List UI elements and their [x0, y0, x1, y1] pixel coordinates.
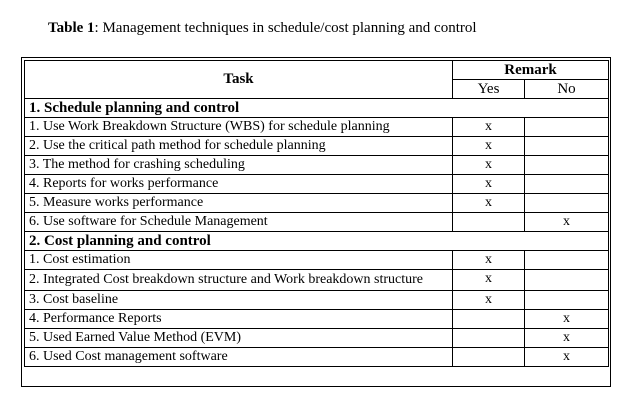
- table-row: [25, 213, 609, 232]
- table-frame: [21, 57, 611, 387]
- task-cell: 6. Use software for Schedule Management: [25, 213, 453, 232]
- yes-cell: [453, 348, 525, 367]
- remark-column-header: Remark: [453, 61, 609, 80]
- section-title: 2. Cost planning and control: [25, 232, 609, 251]
- yes-cell: x: [453, 175, 525, 194]
- table-row: [25, 156, 609, 175]
- task-cell: 1. Cost estimation: [25, 251, 453, 270]
- task-cell: 5. Used Earned Value Method (EVM): [25, 329, 453, 348]
- task-cell: 5. Measure works performance: [25, 194, 453, 213]
- techniques-table: [24, 60, 609, 367]
- section-row: [25, 232, 609, 251]
- table-row: [25, 270, 609, 291]
- caption-label: Table 1: [48, 20, 95, 36]
- task-cell: 2. Use the critical path method for schedule planning: [25, 137, 453, 156]
- no-column-header: No: [525, 80, 609, 99]
- caption-text: : Management techniques in schedule/cost planning and control: [94, 20, 477, 36]
- yes-cell: x: [453, 251, 525, 270]
- yes-cell: [453, 310, 525, 329]
- table-row: [25, 137, 609, 156]
- table-row: [25, 194, 609, 213]
- yes-column-header: Yes: [453, 80, 525, 99]
- no-cell: [525, 137, 609, 156]
- task-cell: 1. Use Work Breakdown Structure (WBS) for schedule planning: [25, 118, 453, 137]
- yes-cell: x: [453, 137, 525, 156]
- yes-cell: [453, 213, 525, 232]
- yes-cell: x: [453, 156, 525, 175]
- no-cell: [525, 156, 609, 175]
- no-cell: [525, 118, 609, 137]
- yes-cell: x: [453, 118, 525, 137]
- section-title: 1. Schedule planning and control: [25, 99, 609, 118]
- yes-cell: x: [453, 291, 525, 310]
- no-cell: x: [525, 348, 609, 367]
- task-cell: 4. Reports for works performance: [25, 175, 453, 194]
- table-caption: [48, 18, 477, 38]
- no-cell: x: [525, 310, 609, 329]
- task-cell: 4. Performance Reports: [25, 310, 453, 329]
- no-cell: x: [525, 329, 609, 348]
- no-cell: [525, 251, 609, 270]
- task-column-header: Task: [25, 61, 453, 99]
- section-row: [25, 99, 609, 118]
- task-cell: 3. Cost baseline: [25, 291, 453, 310]
- table-row: [25, 251, 609, 270]
- no-cell: [525, 291, 609, 310]
- table-row: [25, 118, 609, 137]
- task-cell: 3. The method for crashing scheduling: [25, 156, 453, 175]
- no-cell: x: [525, 213, 609, 232]
- no-cell: [525, 194, 609, 213]
- table-row: [25, 175, 609, 194]
- table-row: [25, 291, 609, 310]
- table-row: [25, 329, 609, 348]
- task-cell: 6. Used Cost management software: [25, 348, 453, 367]
- table-row: [25, 348, 609, 367]
- yes-cell: x: [453, 194, 525, 213]
- task-cell: 2. Integrated Cost breakdown structure and Work breakdown structure: [25, 270, 453, 291]
- yes-cell: x: [453, 270, 525, 291]
- yes-cell: [453, 329, 525, 348]
- no-cell: [525, 270, 609, 291]
- table-row: [25, 310, 609, 329]
- no-cell: [525, 175, 609, 194]
